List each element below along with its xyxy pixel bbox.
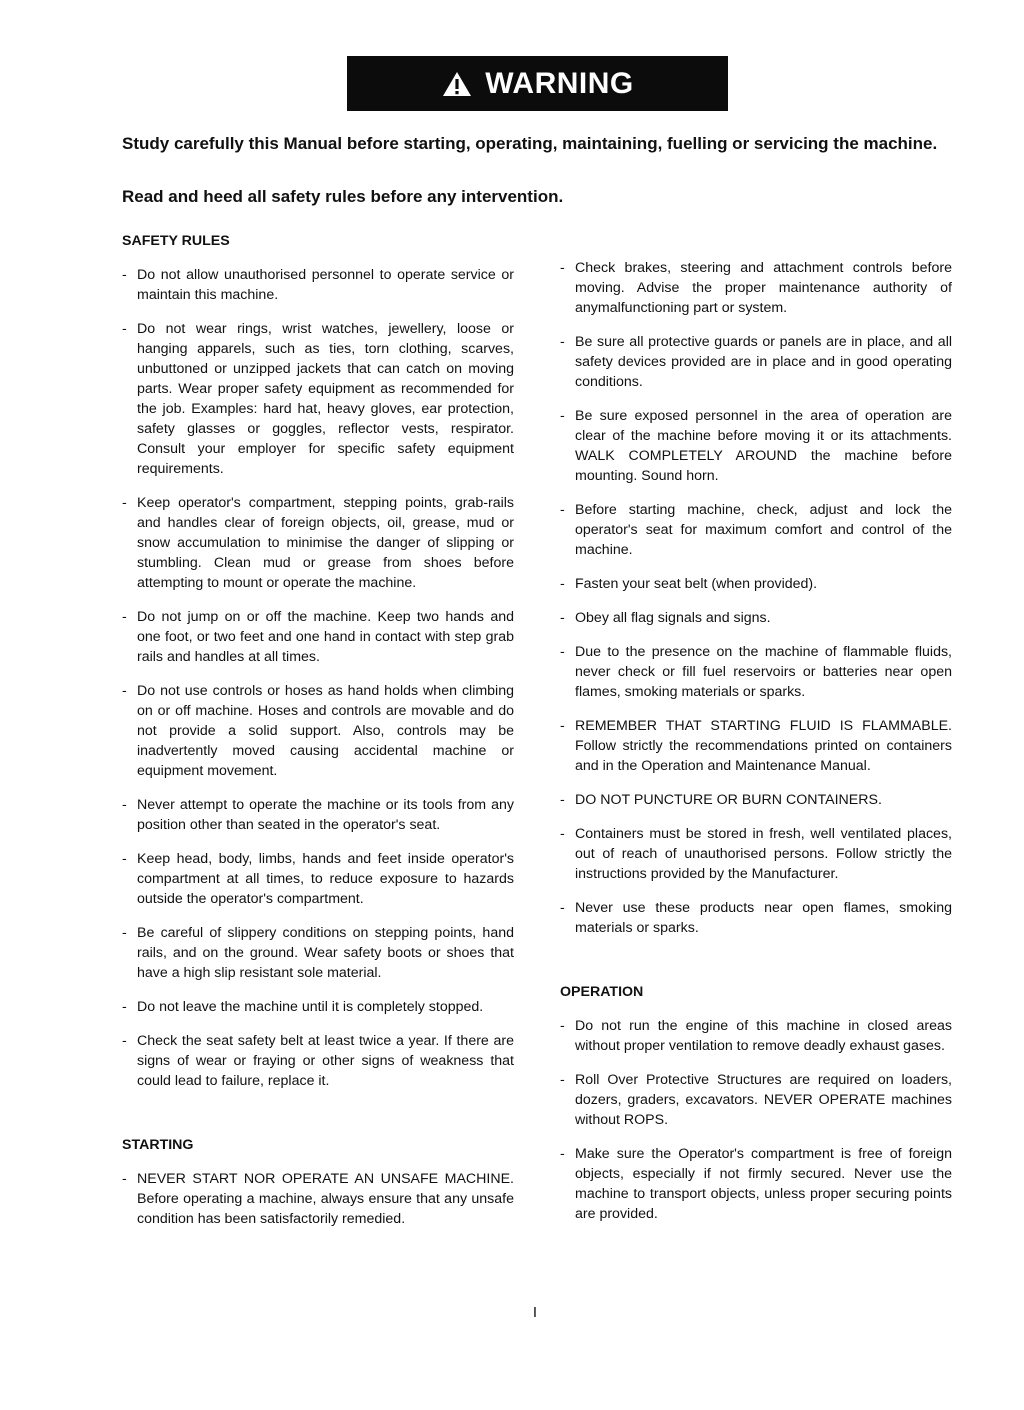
left-column (122, 231, 514, 1243)
safety-rules-heading: SAFETY RULES (122, 233, 230, 249)
list-item-text: Keep operator's compartment, stepping points, grab-rails and handles clear of foreign objects, oil, grease, mud or snow accumulation to minimise the danger of slipping or stumbling. Clean mud or grease from shoes before attempting to mount or operate the machine. (137, 495, 514, 591)
list-item: - Keep operator's compartment, stepping points, grab-rails and handles clear of foreign objects, oil, grease, mud or snow accumulation to minimise the danger of slipping or stumbling. Clean mud or grease from shoes before attempting to mount or operate the machine. (122, 495, 514, 591)
intro-study-manual: Study carefully this Manual before starting, operating, maintaining, fuelling or servicing the machine. (122, 134, 938, 153)
list-item-text: Do not wear rings, wrist watches, jewellery, loose or hanging apparels, such as ties, torn clothing, scarves, unbuttoned or unzipped jackets that can catch on moving parts. Wear proper safety equipment as recommended for the job. Examples: hard hat, heavy gloves, ear protection, safety glasses or goggles, reflector vests, respirator. Consult your employer for specific safety equipment requirements. (137, 321, 514, 477)
list-item-text: Obey all flag signals and signs. (575, 610, 771, 626)
list-item: - Keep head, body, limbs, hands and feet inside operator's compartment at all times, to reduce exposure to hazards outside the operator's compartment. (122, 851, 514, 907)
list-item: - Fasten your seat belt (when provided). (560, 576, 818, 592)
list-item: - Never use these products near open flames, smoking materials or sparks. (560, 900, 952, 936)
starting-heading: STARTING (122, 1137, 194, 1153)
list-item: - Before starting machine, check, adjust and lock the operator's seat for maximum comfort and control of the machine. (560, 502, 952, 558)
list-item-text: Due to the presence on the machine of flammable fluids, never check or fill fuel reservoirs or batteries near open flames, smoking materials or sparks. (575, 644, 952, 700)
section-spacer (122, 1105, 514, 1135)
list-item: - Do not use controls or hoses as hand holds when climbing on or off machine. Hoses and controls are movable and do not provide a solid support. Also, controls may be inadvertently moved causing accidental machine or equipment movement. (122, 683, 514, 779)
list-item: - DO NOT PUNCTURE OR BURN CONTAINERS. (560, 792, 882, 808)
list-item: - Do not allow unauthorised personnel to operate service or maintain this machine. (122, 267, 514, 303)
list-item-text: Never attempt to operate the machine or its tools from any position other than seated in the operator's seat. (137, 797, 514, 833)
list-item-text: Never use these products near open flames, smoking materials or sparks. (575, 900, 952, 936)
list-item: - Be careful of slippery conditions on stepping points, hand rails, and on the ground. Wear safety boots or shoes that have a high slip resistant sole material. (122, 925, 514, 981)
section-spacer (560, 952, 952, 982)
list-item: - Do not leave the machine until it is completely stopped. (122, 999, 484, 1015)
list-item-text: Do not use controls or hoses as hand holds when climbing on or off machine. Hoses and controls are movable and do not provide a solid support. Also, controls may be inadvertently moved causing accidental machine or equipment movement. (137, 683, 514, 779)
list-item-text: Roll Over Protective Structures are required on loaders, dozers, graders, excavators. NEVER OPERATE machines without ROPS. (575, 1072, 952, 1128)
list-item-text: Do not run the engine of this machine in closed areas without proper ventilation to remove deadly exhaust gases. (575, 1018, 952, 1054)
list-item: - REMEMBER THAT STARTING FLUID IS FLAMMABLE. Follow strictly the recommendations printed on containers and in the Operation and Maintenance Manual. (560, 718, 952, 774)
page-number: I (532, 1304, 538, 1321)
list-item-text: Containers must be stored in fresh, well ventilated places, out of reach of unauthorised persons. Follow strictly the instructions provided by the Manufacturer. (575, 826, 952, 882)
list-item: - Containers must be stored in fresh, well ventilated places, out of reach of unauthorised persons. Follow strictly the instructions provided by the Manufacturer. (560, 826, 952, 882)
list-item-text: Do not leave the machine until it is completely stopped. (137, 999, 484, 1015)
list-item: - Never attempt to operate the machine or its tools from any position other than seated in the operator's seat. (122, 797, 514, 833)
list-item-text: Do not jump on or off the machine. Keep two hands and one foot, or two feet and one hand in contact with step grab rails and handles at all times. (137, 609, 514, 665)
list-item: - Do not jump on or off the machine. Keep two hands and one foot, or two feet and one hand in contact with step grab rails and handles at all times. (122, 609, 514, 665)
warning-banner-content (441, 67, 634, 101)
operation-heading: OPERATION (560, 984, 644, 1000)
list-item: - Check brakes, steering and attachment controls before moving. Advise the proper maintenance authority of anymalfunctioning part or system. (560, 260, 952, 316)
list-item-text: Be sure exposed personnel in the area of operation are clear of the machine before moving it or its attachments. WALK COMPLETELY AROUND the machine before mounting. Sound horn. (575, 408, 952, 484)
list-item-text: Fasten your seat belt (when provided). (575, 576, 818, 592)
warning-banner (347, 56, 728, 111)
list-item: - Be sure exposed personnel in the area of operation are clear of the machine before moving it or its attachments. WALK COMPLETELY AROUND the machine before mounting. Sound horn. (560, 408, 952, 484)
list-item-text: Be careful of slippery conditions on stepping points, hand rails, and on the ground. Wear safety boots or shoes that have a high slip resistant sole material. (137, 925, 514, 981)
list-item: - Check the seat safety belt at least twice a year. If there are signs of wear or fraying or other signs of weakness that could lead to failure, replace it. (122, 1033, 514, 1089)
list-item: - Roll Over Protective Structures are required on loaders, dozers, graders, excavators. NEVER OPERATE machines without ROPS. (560, 1072, 952, 1128)
right-column (560, 258, 952, 1238)
list-item-text: DO NOT PUNCTURE OR BURN CONTAINERS. (575, 792, 882, 808)
list-item-text: Before starting machine, check, adjust and lock the operator's seat for maximum comfort and control of the machine. (575, 502, 952, 558)
list-item-text: Keep head, body, limbs, hands and feet inside operator's compartment at all times, to reduce exposure to hazards outside the operator's compartment. (137, 851, 514, 907)
list-item: - Due to the presence on the machine of flammable fluids, never check or fill fuel reservoirs or batteries near open flames, smoking materials or sparks. (560, 644, 952, 700)
intro-read-safety-rules: Read and heed all safety rules before any intervention. (122, 187, 564, 206)
list-item: - Obey all flag signals and signs. (560, 610, 771, 626)
list-item: - Do not wear rings, wrist watches, jewellery, loose or hanging apparels, such as ties, torn clothing, scarves, unbuttoned or unzipped jackets that can catch on moving parts. Wear proper safety equipment as recommended for the job. Examples: hard hat, heavy gloves, ear protection, safety glasses or goggles, reflector vests, respirator. Consult your employer for specific safety equipment requirements. (122, 321, 514, 477)
list-item-text: Be sure all protective guards or panels are in place, and all safety devices provided are in place and in good operating conditions. (575, 334, 952, 390)
list-item: - NEVER START NOR OPERATE AN UNSAFE MACHINE. Before operating a machine, always ensure that any unsafe condition has been satisfactorily remedied. (122, 1171, 514, 1227)
list-item-text: Do not allow unauthorised personnel to operate service or maintain this machine. (137, 267, 514, 303)
list-item-text: Check the seat safety belt at least twice a year. If there are signs of wear or fraying or other signs of weakness that could lead to failure, replace it. (137, 1033, 514, 1089)
list-item-text: NEVER START NOR OPERATE AN UNSAFE MACHINE. Before operating a machine, always ensure that any unsafe condition has been satisfactorily remedied. (137, 1171, 514, 1227)
warning-triangle-icon (441, 70, 473, 98)
list-item: - Be sure all protective guards or panels are in place, and all safety devices provided are in place and in good operating conditions. (560, 334, 952, 390)
list-item-text: Check brakes, steering and attachment controls before moving. Advise the proper maintenance authority of anymalfunctioning part or system. (575, 260, 952, 316)
list-item-text: REMEMBER THAT STARTING FLUID IS FLAMMABLE. Follow strictly the recommendations printed on containers and in the Operation and Maintenance Manual. (575, 718, 952, 774)
list-item-text: Make sure the Operator's compartment is free of foreign objects, especially if not firmly secured. Never use the machine to transport objects, unless proper securing points are provided. (575, 1146, 952, 1222)
warning-title: WARNING (485, 66, 634, 100)
list-item: - Make sure the Operator's compartment is free of foreign objects, especially if not firmly secured. Never use the machine to transport objects, unless proper securing points are provided. (560, 1146, 952, 1222)
list-item: - Do not run the engine of this machine in closed areas without proper ventilation to remove deadly exhaust gases. (560, 1018, 952, 1054)
